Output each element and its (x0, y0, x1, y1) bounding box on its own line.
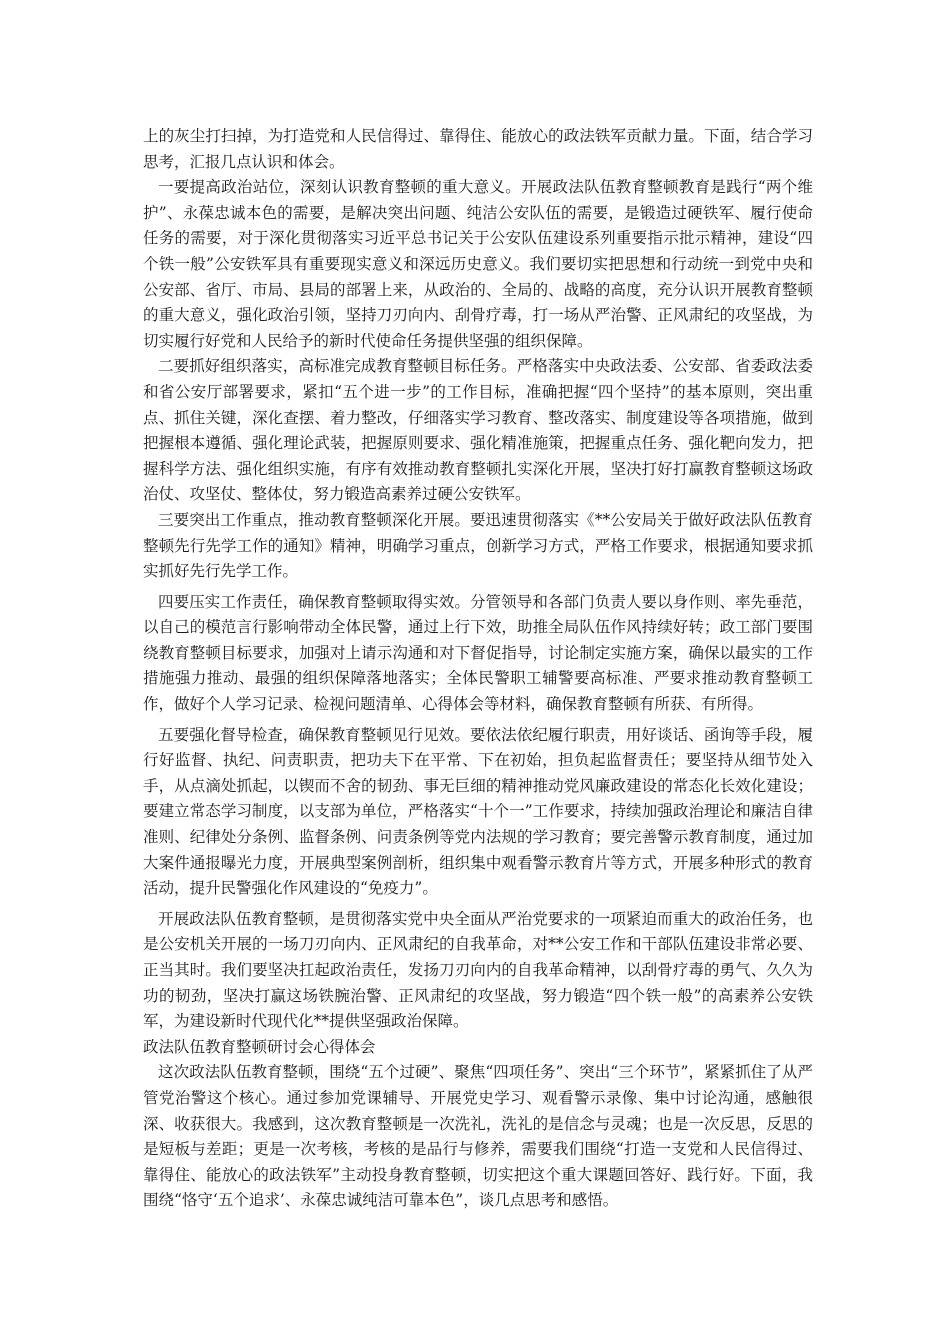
paragraph-point-three: 三要突出工作重点，推动教育整顿深化开展。要迅速贯彻落实《**公安局关于做好政法队伍教育整顿先行先学工作的通知》精神，明确学习重点，创新学习方式，严格工作要求，根据通知要求抓实抓好先行先学工作。 (143, 510, 813, 581)
paragraph-conclusion: 开展政法队伍教育整顿，是贯彻落实党中央全面从严治党要求的一项紧迫而重大的政治任务，也是公安机关开展的一场刀刃向内、正风肃纪的自我革命，对**公安工作和干部队伍建设非常必要、正当其时。我们要坚决扛起政治责任，发扬刀刃向内的自我革命精神，以刮骨疗毒的勇气、久久为功的韧劲，坚决打赢这场铁腕治警、正风肃纪的攻坚战，努力锻造“四个铁一般”的高素养公安铁军，为建设新时代现代化**提供坚强政治保障。 (143, 909, 813, 1031)
document-body (143, 124, 813, 1214)
paragraph-intro-continued: 上的灰尘打扫掉，为打造党和人民信得过、靠得住、能放心的政法铁军贡献力量。下面，结合学习思考，汇报几点认识和体会。 (143, 127, 813, 171)
paragraph-point-one: 一要提高政治站位，深刻认识教育整顿的重大意义。开展政法队伍教育整顿教育是践行“两个维护”、永葆忠诚本色的需要，是解决突出问题、纯洁公安队伍的需要，是锻造过硬铁军、履行使命任务的需要，对于深化贯彻落实习近平总书记关于公安队伍建设系列重要指示批示精神，建设“四个铁一般”公安铁军具有重要现实意义和深远历史意义。我们要切实把思想和行动统一到党中央和公安部、省厅、市局、县局的部署上来，从政治的、全局的、战略的高度，充分认识开展教育整顿的重大意义，强化政治引领，坚持刀刃向内、刮骨疗毒，打一场从严治警、正风肃纪的攻坚战，为切实履行好党和人民给予的新时代使命任务提供坚强的组织保障。 (143, 178, 813, 350)
section-title: 政法队伍教育整顿研讨会心得体会 (143, 1037, 376, 1056)
paragraph-point-four: 四要压实工作责任，确保教育整顿取得实效。分管领导和各部门负责人要以身作则、率先垂范，以自己的模范言行影响带动全体民警，通过上行下效，助推全局队伍作风持续好转；政工部门要围绕教育整顿目标要求，加强对上请示沟通和对下督促指导，讨论制定实施方案，确保以最实的工作措施强力推动、最强的组织保障落地落实；全体民警职工辅警要高标准、严要求推动教育整顿工作，做好个人学习记录、检视问题清单、心得体会等材料，确保教育整顿有所获、有所得。 (143, 592, 813, 714)
paragraph-new-section: 这次政法队伍教育整顿，围绕“五个过硬”、聚焦“四项任务”、突出“三个环节”，紧紧抓住了从严管党治警这个核心。通过参加党课辅导、开展党史学习、观看警示录像、集中讨论沟通，感触很深、收获很大。我感到，这次教育整顿是一次洗礼，洗礼的是信念与灵魂；也是一次反思，反思的是短板与差距；更是一次考核，考核的是品行与修养，需要我们围绕“打造一支党和人民信得过、靠得住、能放心的政法铁军”主动投身教育整顿，切实把这个重大课题回答好、践行好。下面，我围绕“恪守‘五个追求’、永葆忠诚纯洁可靠本色”，谈几点思考和感悟。 (143, 1063, 813, 1210)
paragraph-point-two: 二要抓好组织落实，高标准完成教育整顿目标任务。严格落实中央政法委、公安部、省委政法委和省公安厅部署要求，紧扣“五个进一步”的工作目标，准确把握“四个坚持”的基本原则，突出重点、抓住关键，深化查摆、着力整改，仔细落实学习教育、整改落实、制度建设等各项措施，做到把握根本遵循、强化理论武装，把握原则要求、强化精准施策，把握重点任务、强化靶向发力，把握科学方法、强化组织实施，有序有效推动教育整顿扎实深化开展，坚决打好打赢教育整顿这场政治仗、攻坚仗、整体仗，努力锻造高素养过硬公安铁军。 (143, 357, 813, 504)
paragraph-point-five: 五要强化督导检查，确保教育整顿见行见效。要依法依纪履行职责，用好谈话、函询等手段，履行好监督、执纪、问责职责，把功夫下在平常、下在初始，担负起监督责任；要坚持从细节处入手，从点滴处抓起，以锲而不舍的韧劲、事无巨细的精神推动党风廉政建设的常态化长效化建设；要建立常态学习制度，以支部为单位，严格落实“十个一”工作要求，持续加强政治理论和廉洁自律准则、纪律处分条例、监督条例、问责条例等党内法规的学习教育；要完善警示教育制度，通过加大案件通报曝光力度，开展典型案例剖析，组织集中观看警示教育片等方式，开展多种形式的教育活动，提升民警强化作风建设的“免疫力”。 (143, 725, 813, 898)
